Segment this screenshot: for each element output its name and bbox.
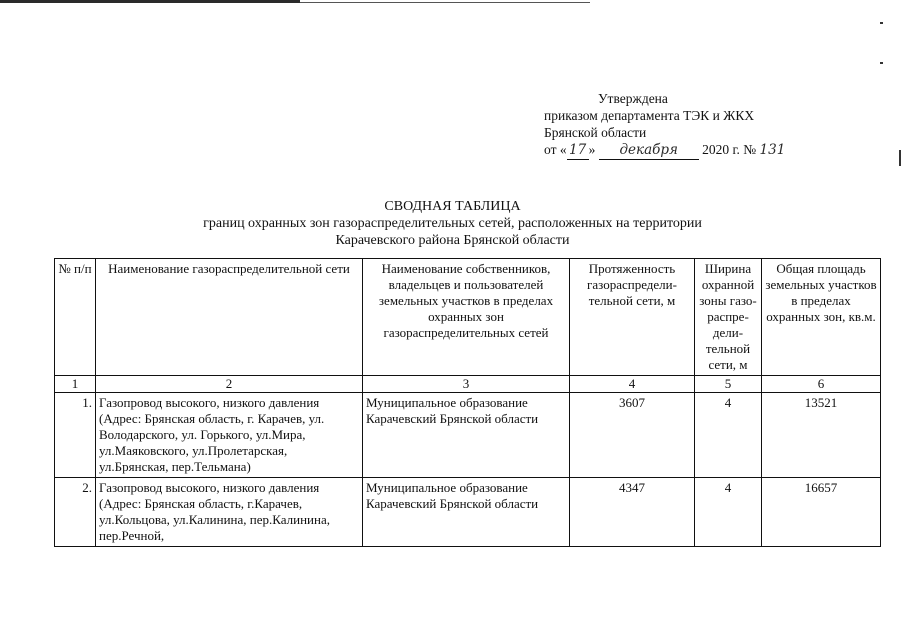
date-mid: »: [588, 142, 596, 157]
title-heading: СВОДНАЯ ТАБЛИЦА: [384, 199, 521, 214]
row-number: 1.: [55, 393, 96, 478]
date-prefix: от «: [544, 142, 567, 157]
approval-stamp-block: [544, 90, 785, 160]
approval-line-order: приказом департамента ТЭК и ЖКХ: [544, 108, 755, 123]
row-zone-width: 4: [695, 478, 762, 547]
scan-speck: [880, 62, 883, 64]
scan-speck: [880, 22, 883, 24]
date-month-handwritten: декабря: [599, 142, 699, 160]
scan-artifact-top-left: [0, 0, 300, 3]
row-length: 4347: [570, 478, 695, 547]
date-year: 2020 г.: [702, 142, 740, 157]
column-number: 6: [762, 376, 881, 393]
table-column-numbers-row: [55, 376, 881, 393]
header-zone-width: Ширина охранной зоны газо-распре-дели-тельной сети, м: [695, 259, 762, 376]
header-network-name: Наименование газораспределительной сети: [96, 259, 363, 376]
row-length: 3607: [570, 393, 695, 478]
header-length: Протяженность газораспредели-тельной сети, м: [570, 259, 695, 376]
title-subtitle-line2: Карачевского района Брянской области: [335, 233, 570, 248]
column-number: 5: [695, 376, 762, 393]
header-number: № п/п: [55, 259, 96, 376]
row-network-name: Газопровод высокого, низкого давления (Адрес: Брянская область, г.Карачев, ул.Кольцова, ул.Калинина, пер.Калинина, пер.Речной,: [96, 478, 363, 547]
column-number: 4: [570, 376, 695, 393]
row-zone-width: 4: [695, 393, 762, 478]
row-owner: Муниципальное образование Карачевский Брянской области: [363, 393, 570, 478]
document-title: [0, 198, 905, 249]
approval-line-approved: Утверждена: [598, 91, 668, 106]
table-row: [55, 393, 881, 478]
scan-artifact-right-edge: [899, 150, 901, 166]
order-number-handwritten: 131: [759, 142, 786, 158]
column-number: 2: [96, 376, 363, 393]
scan-artifact-top: [300, 2, 590, 3]
column-number: 3: [363, 376, 570, 393]
header-total-area: Общая площадь земельных участков в пределах охранных зон, кв.м.: [762, 259, 881, 376]
date-day-handwritten: 17: [567, 142, 589, 160]
row-network-name: Газопровод высокого, низкого давления (Адрес: Брянская область, г. Карачев, ул. Володарского, ул. Горького, ул.Мира, ул.Маяковского, ул.Пролетарская, ул.Брянская, пер.Тельмана): [96, 393, 363, 478]
title-subtitle-line1: границ охранных зон газораспределительных сетей, расположенных на территории: [203, 216, 702, 231]
row-total-area: 13521: [762, 393, 881, 478]
order-number-prefix: №: [743, 142, 757, 157]
column-number: 1: [55, 376, 96, 393]
table-row: [55, 478, 881, 547]
approval-line-region: Брянской области: [544, 125, 647, 140]
row-owner: Муниципальное образование Карачевский Брянской области: [363, 478, 570, 547]
header-owners: Наименование собственников, владельцев и пользователей земельных участков в пределах охранных зон газораспределительных сетей: [363, 259, 570, 376]
row-total-area: 16657: [762, 478, 881, 547]
approval-date-line: [544, 141, 785, 160]
summary-table: [54, 258, 881, 547]
table-header-row: [55, 259, 881, 376]
row-number: 2.: [55, 478, 96, 547]
